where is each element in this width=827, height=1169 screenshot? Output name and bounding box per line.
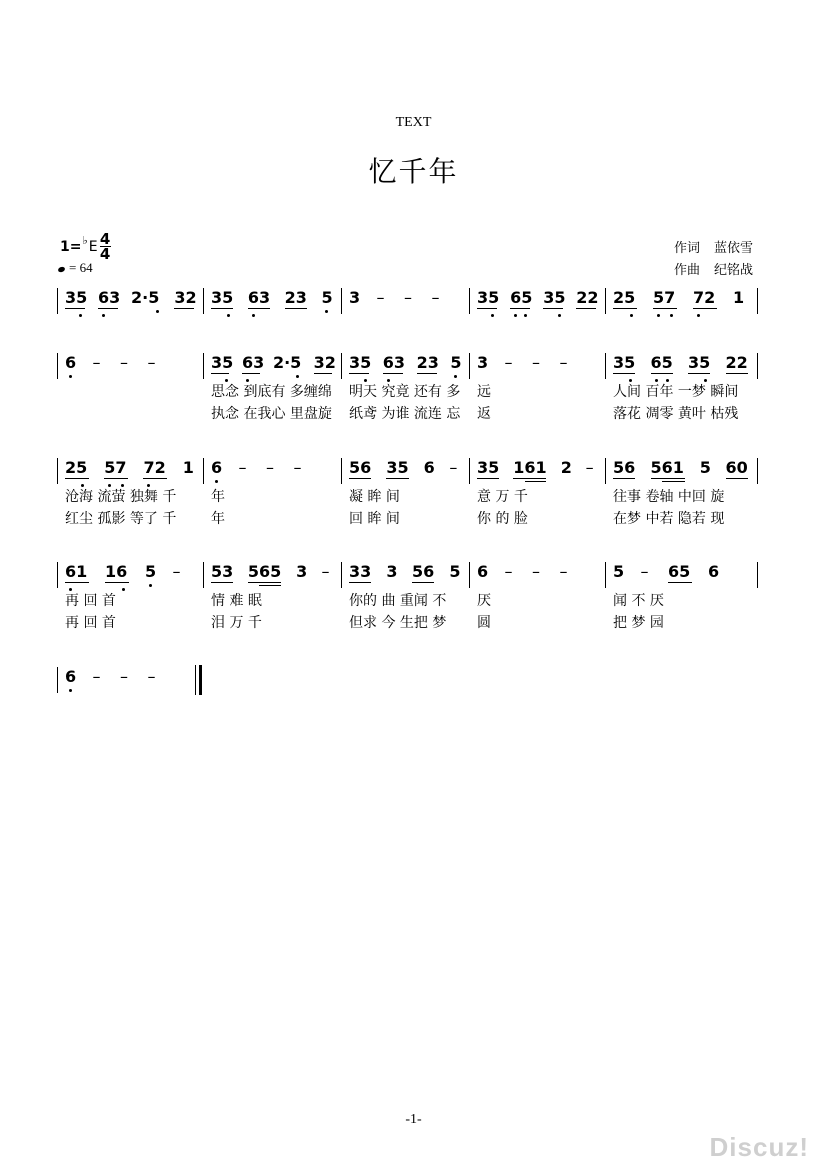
low-octave-dot (122, 588, 125, 591)
beam-line (726, 478, 748, 479)
time-signature (100, 232, 111, 261)
note-group: 6 (65, 353, 77, 372)
staff-row (0, 667, 827, 691)
low-octave-dot (102, 314, 105, 317)
bar-line (57, 288, 58, 314)
hold-dash: – (172, 562, 181, 581)
bar-line (57, 353, 58, 379)
page-number: -1- (405, 1112, 422, 1127)
beam-line (651, 373, 673, 374)
lyric-line-2: 年 (211, 511, 225, 527)
tempo-eq: = (69, 260, 77, 275)
note-group: 2 (560, 458, 572, 477)
staff-row (0, 288, 827, 312)
lyric-line-2: 纸鸢 为谁 流连 忘 (349, 406, 461, 422)
note-group: 65 (510, 288, 533, 307)
lyric-line-1: 思念 到底有 多缠绵 (211, 384, 332, 400)
bar-line (203, 458, 204, 484)
quarter-note-icon (57, 266, 65, 273)
beam-line (104, 478, 128, 479)
beam-line (651, 478, 685, 479)
low-octave-dot (215, 480, 218, 483)
lyric-line-2: 泪 万 千 (211, 615, 262, 631)
note-group: 5 (145, 562, 157, 581)
beam-line-2 (525, 481, 547, 482)
low-octave-dot (630, 314, 633, 317)
beam-line (653, 308, 677, 309)
hold-dash: – (293, 458, 302, 477)
low-octave-dot (514, 314, 517, 317)
lyric-line-1: 明天 究竟 还有 多 (349, 384, 461, 400)
beam-line-2 (259, 585, 281, 586)
low-octave-dot (325, 310, 328, 313)
bar-line (57, 458, 58, 484)
lyricist-credit (674, 237, 753, 256)
low-octave-dot (69, 375, 72, 378)
beam-line (383, 373, 403, 374)
hold-dash: – (147, 667, 156, 686)
low-octave-dot (79, 314, 82, 317)
note-group: 56 (349, 458, 372, 477)
low-octave-dot (252, 314, 255, 317)
beam-line (417, 373, 437, 374)
note-group: 6 (65, 667, 77, 686)
note-group: 5 (450, 353, 462, 372)
note-group: 2·5 (272, 353, 302, 372)
beam-line (412, 582, 434, 583)
lyric-line-1: 情 难 眠 (211, 593, 262, 609)
lyric-line-2: 红尘 孤影 等了 千 (65, 511, 177, 527)
note-group: 35 (688, 353, 711, 372)
note-group: 53 (211, 562, 234, 581)
beam-line (349, 478, 371, 479)
bar-line (341, 353, 342, 379)
final-bar-thin (195, 665, 196, 695)
hold-dash: – (559, 562, 568, 581)
note-group: 5 (699, 458, 711, 477)
low-octave-dot (657, 314, 660, 317)
bar-line (469, 562, 470, 588)
lyric-line-1: 厌 (477, 593, 491, 609)
bar-line (757, 562, 758, 588)
note-group: 3 (296, 562, 308, 581)
note-group: 65 (650, 353, 673, 372)
note-group: 72 (693, 288, 716, 307)
note-group: 6 (211, 458, 223, 477)
bar-line (757, 458, 758, 484)
beam-line (242, 373, 260, 374)
beam-line (211, 373, 229, 374)
note-group: 57 (104, 458, 127, 477)
lyric-line-2: 执念 在我心 里盘旋 (211, 406, 332, 422)
composer-credit (674, 259, 753, 278)
hold-dash: – (376, 288, 385, 307)
lyric-line-1: 你的 曲 重闻 不 (349, 593, 447, 609)
note-group: 6 (708, 562, 720, 581)
beam-line (386, 478, 408, 479)
hold-dash: – (532, 562, 540, 581)
note-group: 32 (174, 288, 197, 307)
low-octave-dot (697, 314, 700, 317)
bar-line (341, 288, 342, 314)
beam-line (98, 308, 118, 309)
note-group: 3 (349, 288, 361, 307)
bar-line (469, 288, 470, 314)
beam-line (349, 373, 369, 374)
bar-line (341, 562, 342, 588)
beam-line (248, 582, 282, 583)
bar-line (57, 562, 58, 588)
beam-line (543, 308, 563, 309)
song-title: 忆千年 (368, 155, 459, 188)
bar-line (757, 288, 758, 314)
hold-dash: – (238, 458, 247, 477)
note-group: 25 (613, 288, 636, 307)
note-group: 25 (65, 458, 88, 477)
note-group: 65 (668, 562, 691, 581)
lyric-line-2: 圆 (477, 615, 491, 631)
hold-dash: – (92, 667, 101, 686)
lyric-line-1: 闻 不 厌 (613, 593, 664, 609)
beam-line (693, 308, 717, 309)
key-signature (60, 232, 111, 261)
note-group: 3 (386, 562, 398, 581)
time-signature-top: 4 (99, 230, 111, 248)
note-group: 22 (725, 353, 748, 372)
lyric-line-1: 往事 卷轴 中回 旋 (613, 489, 725, 505)
beam-line (105, 582, 129, 583)
hold-dash: – (321, 562, 330, 581)
beam-line (314, 373, 332, 374)
note-group: 35 (211, 288, 234, 307)
low-octave-dot (227, 314, 230, 317)
hold-dash: – (120, 353, 128, 372)
lyric-line-2: 但求 今 生把 梦 (349, 615, 447, 631)
bar-line (203, 353, 204, 379)
lyric-line-1: 沧海 流萤 独舞 千 (65, 489, 177, 505)
final-bar-thick (199, 665, 202, 695)
beam-line (477, 478, 499, 479)
lyric-line-2: 回 眸 间 (349, 511, 400, 527)
lyricist-label: 作词 (673, 241, 700, 256)
note-group: 35 (386, 458, 409, 477)
beam-line (688, 373, 710, 374)
beam-line (613, 478, 635, 479)
note-group: 35 (349, 353, 372, 372)
note-group: 63 (98, 288, 121, 307)
note-group: 35 (613, 353, 636, 372)
note-group: 5 (613, 562, 625, 581)
lyric-line-1: 人间 百年 一梦 瞬间 (613, 384, 739, 400)
header-text: TEXT (395, 115, 432, 130)
lyric-line-2: 落花 凋零 黄叶 枯残 (613, 406, 739, 422)
hold-dash: – (640, 562, 649, 581)
low-octave-dot (558, 314, 561, 317)
low-octave-dot (454, 375, 457, 378)
note-group: 23 (284, 288, 307, 307)
bar-line (605, 562, 606, 588)
beam-line (174, 308, 194, 309)
note-group: 16 (105, 562, 128, 581)
beam-line (477, 308, 497, 309)
beam-line (726, 373, 748, 374)
key-letter: E (88, 238, 98, 255)
key-prefix: 1= (60, 238, 82, 255)
note-group: 3 (477, 353, 489, 372)
low-octave-dot (69, 689, 72, 692)
note-group: 32 (313, 353, 336, 372)
staff-row (0, 458, 827, 482)
bar-line (605, 353, 606, 379)
bar-line (57, 667, 58, 693)
hold-dash: – (449, 458, 458, 477)
beam-line (668, 582, 692, 583)
hold-dash: – (147, 353, 156, 372)
note-group: 35 (477, 458, 500, 477)
tempo-marking (58, 260, 93, 276)
beam-line (513, 478, 546, 479)
note-group: 56 (613, 458, 636, 477)
lyricist-name: 蓝依雪 (713, 241, 753, 256)
beam-line (349, 582, 371, 583)
bar-line (757, 353, 758, 379)
beam-line (65, 582, 89, 583)
beam-line (285, 308, 307, 309)
lyric-line-2: 再 回 首 (65, 615, 116, 631)
note-group: 23 (416, 353, 439, 372)
note-group: 35 (65, 288, 88, 307)
low-octave-dot (524, 314, 527, 317)
beam-line (576, 308, 596, 309)
lyric-line-1: 凝 眸 间 (349, 489, 400, 505)
note-group: 1 (733, 288, 745, 307)
beam-line (143, 478, 167, 479)
note-group: 5 (449, 562, 461, 581)
beam-line (211, 582, 233, 583)
note-group: 561 (650, 458, 684, 477)
composer-name: 纪铭战 (713, 263, 753, 278)
note-group: 72 (143, 458, 166, 477)
note-group: 33 (349, 562, 372, 581)
bar-line (605, 458, 606, 484)
hold-dash: – (92, 353, 101, 372)
beam-line (211, 308, 233, 309)
lyric-line-1: 远 (477, 384, 491, 400)
bar-line (203, 288, 204, 314)
bar-line (469, 353, 470, 379)
bar-line (469, 458, 470, 484)
staff-row (0, 562, 827, 586)
beam-line-2 (662, 481, 684, 482)
bar-line (203, 562, 204, 588)
beam-line (510, 308, 530, 309)
note-group: 57 (653, 288, 676, 307)
lyric-line-2: 你 的 脸 (477, 511, 528, 527)
beam-line (613, 308, 637, 309)
note-group: 565 (247, 562, 282, 581)
note-group: 2·5 (131, 288, 160, 307)
note-group: 61 (65, 562, 88, 581)
hold-dash: – (559, 353, 568, 372)
lyric-line-1: 再 回 首 (65, 593, 116, 609)
tempo-value: 64 (79, 260, 93, 275)
lyric-line-1: 意 万 千 (477, 489, 528, 505)
note-group: 1 (182, 458, 194, 477)
note-group: 63 (241, 353, 265, 372)
hold-dash: – (404, 288, 412, 307)
beam-line (65, 308, 85, 309)
note-group: 35 (477, 288, 500, 307)
hold-dash: – (431, 288, 440, 307)
lyric-line-1: 年 (211, 489, 225, 505)
time-signature-bottom: 4 (99, 245, 111, 263)
composer-label: 作曲 (673, 263, 700, 278)
hold-dash: – (120, 667, 128, 686)
low-octave-dot (670, 314, 673, 317)
bar-line (605, 288, 606, 314)
lyric-line-2: 返 (477, 406, 491, 422)
hold-dash: – (532, 353, 540, 372)
low-octave-dot (149, 584, 152, 587)
note-group: 35 (211, 353, 234, 372)
bar-line (341, 458, 342, 484)
low-octave-dot (156, 310, 159, 313)
staff-row (0, 353, 827, 377)
note-group: 6 (423, 458, 435, 477)
flat-sign: ♭ (82, 234, 88, 247)
note-group: 6 (477, 562, 489, 581)
note-group: 56 (412, 562, 435, 581)
note-group: 35 (543, 288, 566, 307)
watermark: Discuz! (709, 1132, 809, 1162)
hold-dash: – (504, 353, 513, 372)
note-group: 22 (576, 288, 599, 307)
lyric-line-2: 把 梦 园 (613, 615, 664, 631)
note-group: 161 (513, 458, 547, 477)
hold-dash: – (266, 458, 274, 477)
low-octave-dot (491, 314, 494, 317)
hold-dash: – (504, 562, 513, 581)
beam-line (613, 373, 635, 374)
hold-dash: – (585, 458, 594, 477)
beam-line (248, 308, 270, 309)
note-group: 5 (321, 288, 333, 307)
note-group: 63 (247, 288, 271, 307)
note-group: 60 (725, 458, 748, 477)
low-octave-dot (296, 375, 299, 378)
beam-line (65, 478, 89, 479)
note-group: 63 (382, 353, 406, 372)
lyric-line-2: 在梦 中若 隐若 现 (613, 511, 725, 527)
